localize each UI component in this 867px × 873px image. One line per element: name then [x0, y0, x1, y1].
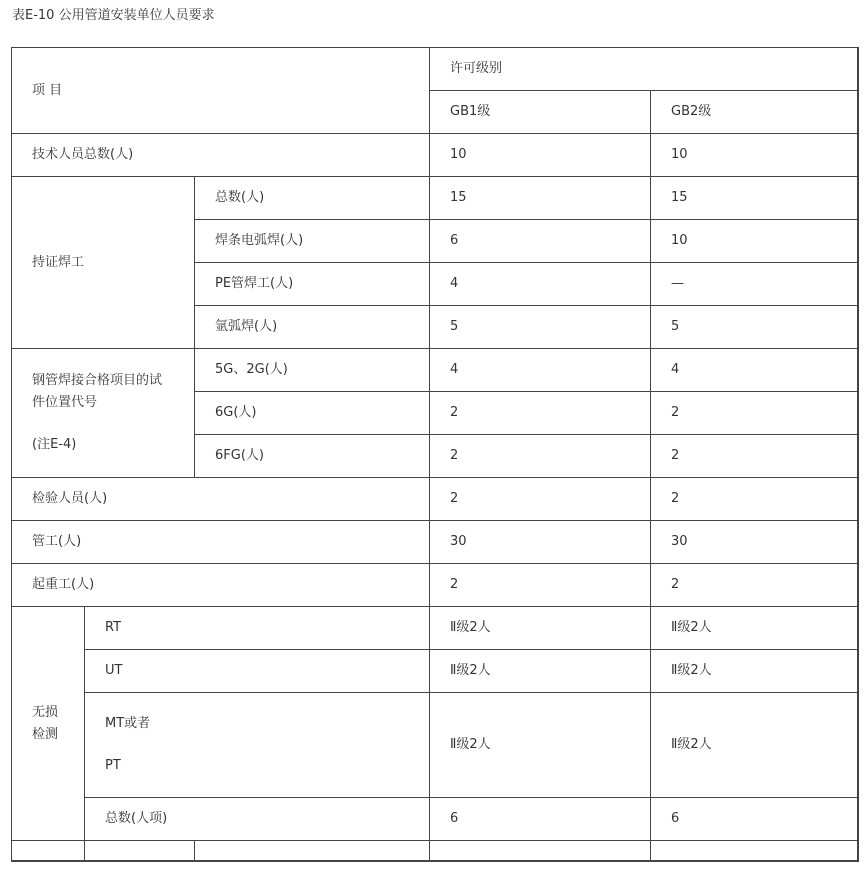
group-label-welders: 持证焊工: [12, 177, 195, 349]
row-label: 总数(人): [195, 177, 430, 220]
cell-gb1: Ⅱ级2人: [430, 607, 651, 650]
cell-gb1: 15: [430, 177, 651, 220]
row-label-line: PT: [105, 758, 121, 773]
row-label: 氩弧焊(人): [195, 306, 430, 349]
cell-gb2: 15: [651, 177, 858, 220]
cell-gb1: 2: [430, 392, 651, 435]
cell-gb2: 30: [651, 521, 858, 564]
cell-gb2: 10: [651, 134, 858, 177]
cell-gb1: 2: [430, 478, 651, 521]
row-label: 6FG(人): [195, 435, 430, 478]
cell-gb2: 10: [651, 220, 858, 263]
row-label: 总数(人项): [85, 798, 430, 841]
row-label: 起重工(人): [12, 564, 430, 607]
header-row: [12, 48, 858, 91]
header-gb2: GB2级: [651, 91, 858, 134]
cell-gb2: 4: [651, 349, 858, 392]
row-label: UT: [85, 650, 430, 693]
cell-gb1: 5: [430, 306, 651, 349]
cell-gb2: Ⅱ级2人: [651, 607, 858, 650]
empty-cell: [85, 841, 195, 861]
row-label: 检验人员(人): [12, 478, 430, 521]
cell-gb1: 6: [430, 220, 651, 263]
empty-cell: [651, 841, 858, 861]
table-row: [12, 607, 858, 650]
header-gb1: GB1级: [430, 91, 651, 134]
table-row: [12, 564, 858, 607]
personnel-requirements-table: [11, 47, 859, 862]
table-row: [12, 134, 858, 177]
group-label-line: 无损: [32, 704, 59, 720]
row-label: RT: [85, 607, 430, 650]
cell-gb2: 2: [651, 435, 858, 478]
cell-gb2: 5: [651, 306, 858, 349]
row-label: PE管焊工(人): [195, 263, 430, 306]
cell-gb1: 2: [430, 435, 651, 478]
table-row: [12, 177, 858, 220]
table-row: [12, 798, 858, 841]
table-row: [12, 693, 858, 798]
cell-gb2: 2: [651, 478, 858, 521]
table-row: [12, 349, 858, 392]
empty-cell: [12, 841, 85, 861]
row-label-line: MT或者: [105, 716, 151, 731]
row-label: 管工(人): [12, 521, 430, 564]
row-label: 焊条电弧焊(人): [195, 220, 430, 263]
cell-gb1: Ⅱ级2人: [430, 650, 651, 693]
cell-gb1: 4: [430, 263, 651, 306]
cell-gb1: 2: [430, 564, 651, 607]
cell-gb1: 10: [430, 134, 651, 177]
cell-gb2: 2: [651, 392, 858, 435]
row-label: 6G(人): [195, 392, 430, 435]
group-label-line: 件位置代号: [32, 395, 98, 410]
empty-row: [12, 841, 858, 861]
cell-gb2: 2: [651, 564, 858, 607]
cell-gb2: Ⅱ级2人: [651, 650, 858, 693]
header-item: 项 目: [12, 48, 430, 134]
cell-gb1: Ⅱ级2人: [430, 693, 651, 798]
header-license-level: 许可级别: [430, 48, 858, 91]
empty-cell: [195, 841, 430, 861]
cell-gb2: 6: [651, 798, 858, 841]
row-label-multiline: [85, 693, 430, 798]
group-label-line: 检测: [32, 726, 59, 742]
cell-gb1: 30: [430, 521, 651, 564]
group-label-steel-pipe: [12, 349, 195, 478]
table-row: [12, 521, 858, 564]
table-caption: 表E-10 公用管道安装单位人员要求: [12, 8, 215, 23]
row-label: 5G、2G(人): [195, 349, 430, 392]
group-label-line: 钢管焊接合格项目的试: [32, 373, 163, 388]
group-note: (注E-4): [32, 437, 77, 452]
group-label-ndt: [12, 607, 85, 841]
row-label: 技术人员总数(人): [12, 134, 430, 177]
cell-gb1: 6: [430, 798, 651, 841]
table-row: [12, 478, 858, 521]
cell-gb2: —: [651, 263, 858, 306]
cell-gb1: 4: [430, 349, 651, 392]
table-row: [12, 650, 858, 693]
cell-gb2: Ⅱ级2人: [651, 693, 858, 798]
empty-cell: [430, 841, 651, 861]
